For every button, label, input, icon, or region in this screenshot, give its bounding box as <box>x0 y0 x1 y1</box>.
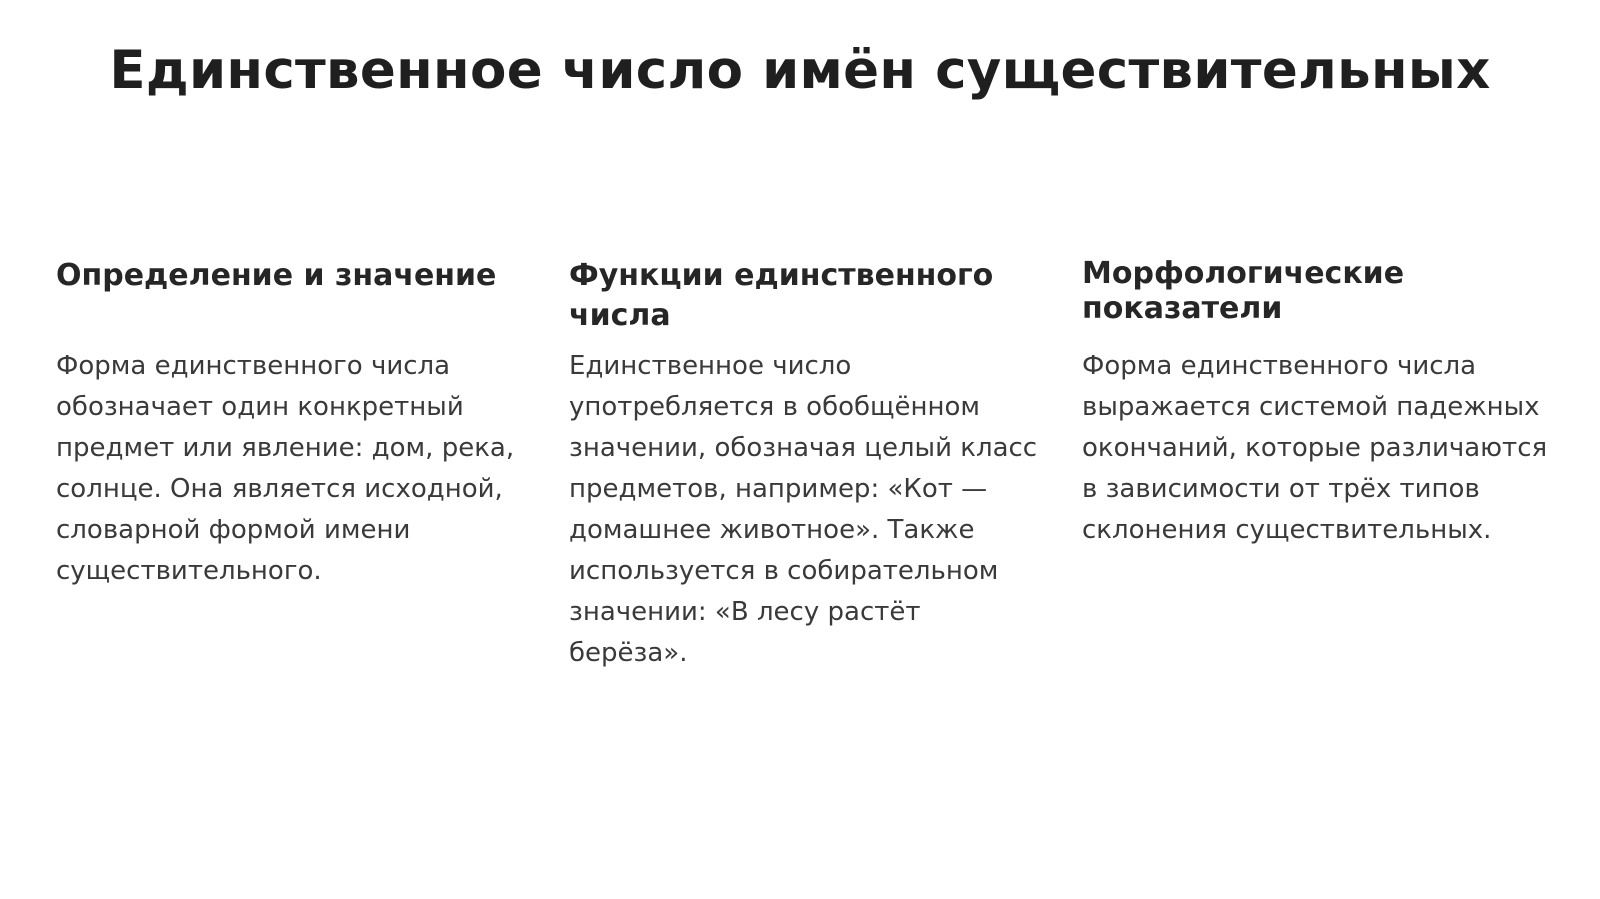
column-heading-morphology: Морфологические показатели <box>1082 256 1405 326</box>
column-body-definition: Форма единственного числа обозначает один конкретный предмет или явление: дом, река, солнце. Она является исходной, словарной формой имени существительного. <box>56 351 515 586</box>
column-functions <box>569 256 1039 674</box>
column-heading-definition: Определение и значение <box>56 258 497 293</box>
slide-title: Единственное число имён существительных <box>109 40 1491 101</box>
column-definition <box>56 256 526 592</box>
column-body-functions: Единственное число употребляется в обобщённом значении, обозначая целый класс предметов, например: «Кот — домашнее животное». Также используется в собирательном значении: «В лесу растёт берёза». <box>569 351 1038 668</box>
column-heading-functions: Функции единственного числа <box>569 258 994 333</box>
column-morphology <box>1082 256 1552 551</box>
column-body-morphology: Форма единственного числа выражается системой падежных окончаний, которые различаются в зависимости от трёх типов склонения существительных. <box>1082 351 1548 545</box>
